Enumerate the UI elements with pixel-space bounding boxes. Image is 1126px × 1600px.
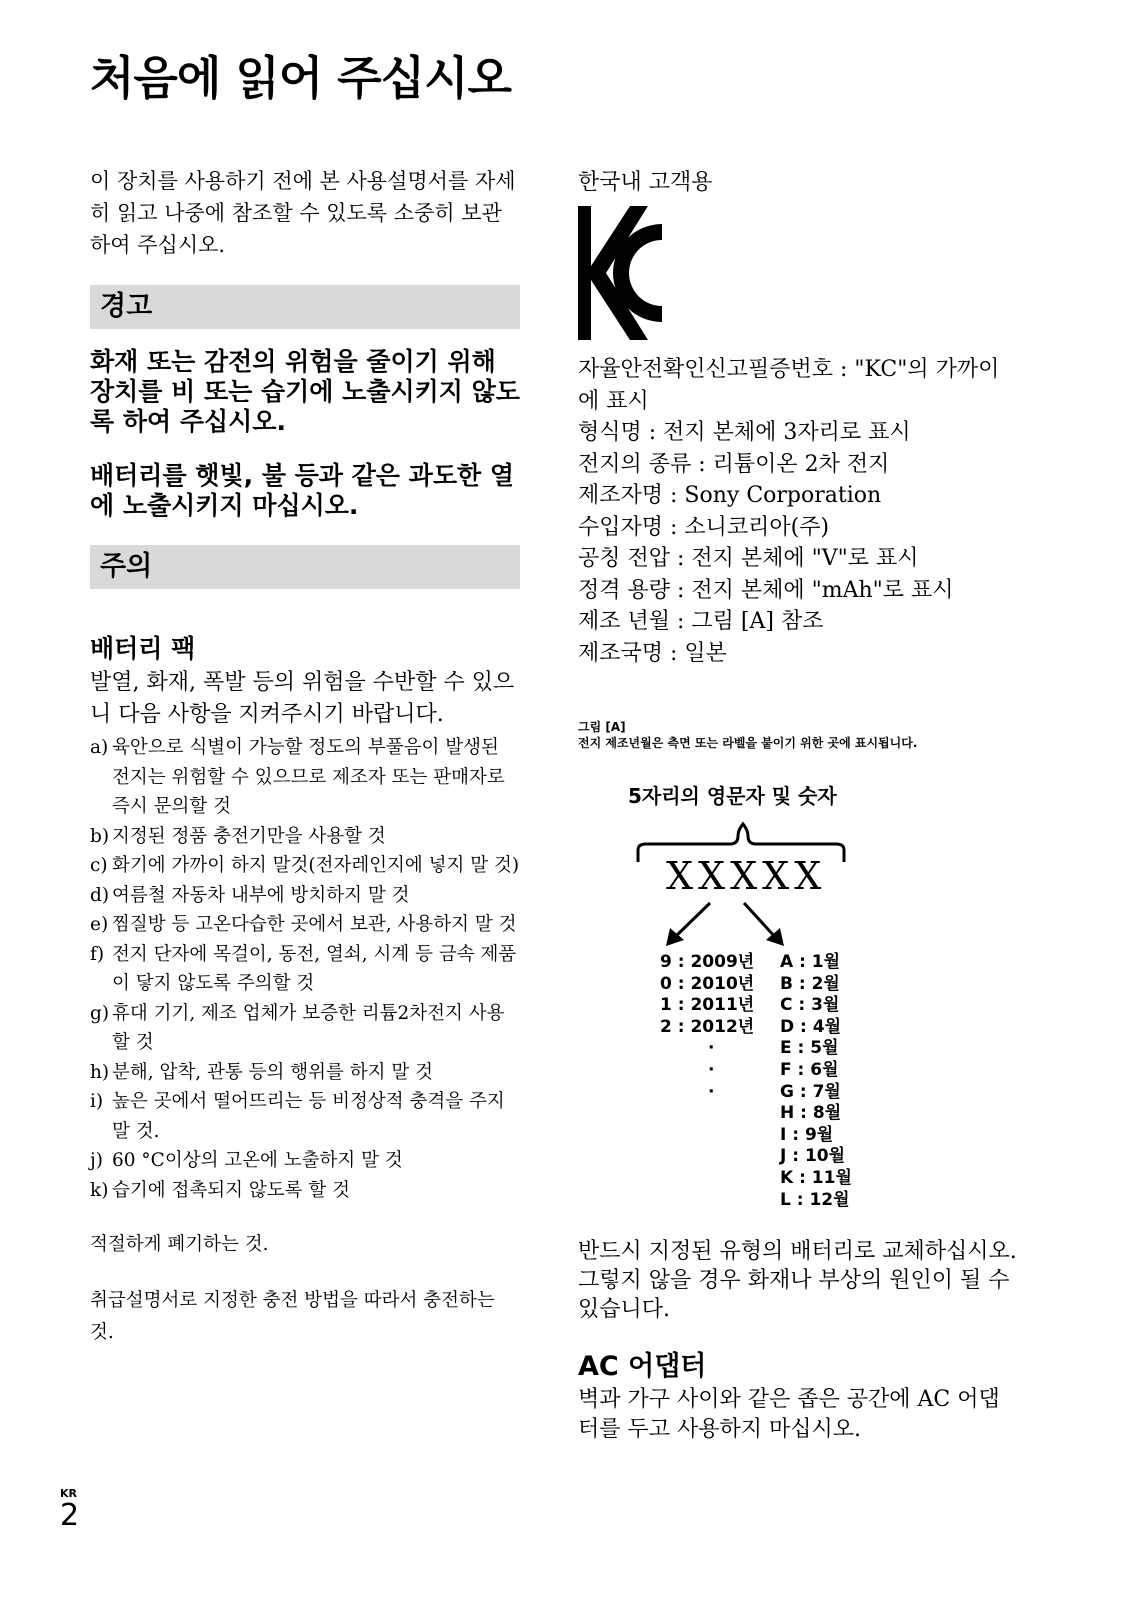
spec-line: 제조자명 : Sony Corporation [578, 483, 882, 508]
date-code-diagram [578, 780, 1018, 1230]
year-code: · [708, 1059, 715, 1080]
page-number: 2 [60, 1498, 80, 1533]
list-item [90, 910, 520, 940]
list-item [90, 1087, 520, 1146]
kc-mark-icon [578, 206, 666, 340]
page-title: 처음에 읽어 주십시오 [90, 51, 511, 105]
code-placeholder: XXXXX [666, 854, 827, 898]
list-item [90, 940, 520, 999]
intro-paragraph: 이 장치를 사용하기 전에 본 사용설명서를 자세히 읽고 나중에 참조할 수 있도록 소중히 보관하여 주십시오. [90, 169, 516, 257]
right-column [578, 165, 1018, 751]
year-code: 0 : 2010년 [660, 973, 755, 994]
list-item [90, 733, 520, 822]
list-item-label: g) [90, 1002, 110, 1024]
list-item-label: k) [90, 1179, 109, 1201]
dispose-paragraph: 적절하게 폐기하는 것. [90, 1234, 269, 1255]
bottom-right-section [578, 1237, 1018, 1445]
caution-list [90, 733, 520, 1205]
ac-adapter-heading: AC 어댑터 [578, 1351, 707, 1382]
month-code: C : 3월 [780, 995, 840, 1016]
month-code: F : 6월 [780, 1059, 839, 1080]
battery-intro: 발열, 화재, 폭발 등의 위험을 수반할 수 있으니 다음 사항을 지켜주시기 바랍니다. [90, 670, 515, 727]
list-item-text: 60 °C이상의 고온에 노출하지 말 것 [112, 1150, 403, 1171]
list-item [90, 1058, 520, 1088]
spec-line: 자율안전확인신고필증번호 : "KC"의 가까이에 표시 [578, 357, 1000, 414]
month-code: B : 2월 [780, 973, 840, 994]
list-item-text: 전지 단자에 목걸이, 동전, 열쇠, 시계 등 금속 제품이 닿지 않도록 주의할 것 [112, 943, 517, 994]
list-item-label: e) [90, 914, 109, 935]
list-item-label: c) [90, 855, 108, 876]
list-item-text: 휴대 기기, 제조 업체가 보증한 리튬2차전지 사용할 것 [112, 1002, 505, 1053]
year-code: · [708, 1081, 715, 1102]
korea-customer-label: 한국내 고객용 [578, 170, 713, 195]
month-code: K : 11월 [780, 1167, 852, 1188]
spec-line: 형식명 : 전지 본체에 3자리로 표시 [578, 420, 911, 445]
battery-pack-heading: 배터리 팩 [90, 634, 196, 663]
month-code: L : 12월 [780, 1189, 850, 1210]
warning-paragraph-2: 배터리를 햇빛, 불 등과 같은 과도한 열에 노출시키지 마십시오. [90, 461, 514, 520]
list-item-text: 여름철 자동차 내부에 방치하지 말 것 [112, 884, 410, 906]
list-item-label: b) [90, 825, 110, 847]
list-item-text: 높은 곳에서 떨어뜨리는 등 비정상적 충격을 주지 말 것. [112, 1091, 505, 1142]
month-code: J : 10월 [780, 1146, 846, 1167]
month-code: A : 1월 [780, 952, 841, 972]
list-item-label: a) [90, 737, 109, 758]
year-code: 2 : 2012년 [660, 1016, 755, 1037]
list-item [90, 822, 520, 852]
spec-line: 정격 용량 : 전지 본체에 "mAh"로 표시 [578, 577, 954, 603]
spec-list [578, 354, 1018, 669]
month-code: D : 4월 [780, 1016, 841, 1037]
year-code: 1 : 2011년 [660, 995, 755, 1016]
replace-warning: 반드시 지정된 유형의 배터리로 교체하십시오. 그렇지 않을 경우 화재나 부상의 원인이 될 수 있습니다. [578, 1239, 1017, 1322]
warning-paragraph-1: 화재 또는 감전의 위험을 줄이기 위해 장치를 비 또는 습기에 노출시키지 않도록 하여 주십시오. [90, 347, 520, 436]
year-code: · [708, 1038, 715, 1059]
list-item [90, 881, 520, 911]
figure-caption-title: 그림 [A] [578, 720, 626, 734]
month-code: I : 9월 [780, 1124, 834, 1145]
month-code: E : 5월 [780, 1038, 839, 1059]
figure-caption [578, 719, 1018, 751]
spec-line: 수입자명 : 소니코리아(주) [578, 514, 830, 540]
list-item-label: j) [90, 1150, 103, 1171]
page-footer [60, 1487, 79, 1532]
year-codes [660, 952, 754, 1103]
figure-caption-text: 전지 제조년월은 측면 또는 라벨을 붙이기 위한 곳에 표시됩니다. [578, 736, 918, 750]
ac-adapter-text: 벽과 가구 사이와 같은 좁은 공간에 AC 어댑터를 두고 사용하지 마십시오. [578, 1387, 1000, 1442]
month-codes [780, 952, 852, 1211]
month-code: H : 8월 [780, 1103, 842, 1124]
list-item-label: i) [90, 1091, 104, 1112]
list-item [90, 999, 520, 1058]
list-item-text: 분해, 압착, 관통 등의 행위를 하지 말 것 [112, 1061, 433, 1083]
list-item-text: 습기에 접촉되지 않도록 할 것 [112, 1179, 350, 1201]
list-item-text: 화기에 가까이 하지 말것(전자레인지에 넣지 말 것) [112, 855, 520, 876]
month-code: G : 7월 [780, 1081, 841, 1102]
language-code: KR [60, 1487, 77, 1500]
list-item-text: 찜질방 등 고온다습한 곳에서 보관, 사용하지 말 것 [112, 914, 517, 935]
diagram-heading: 5자리의 영문자 및 숫자 [628, 784, 837, 808]
list-item-text: 지정된 정품 충전기만을 사용할 것 [112, 825, 386, 847]
list-item-label: d) [90, 884, 110, 906]
list-item [90, 851, 520, 881]
list-item-text: 육안으로 식별이 가능할 정도의 부풀음이 발생된 전지는 위험할 수 있으므로 제조자 또는 판매자로 즉시 문의할 것 [112, 737, 505, 817]
left-column [90, 165, 520, 1349]
list-item-label: f) [90, 943, 105, 965]
list-item [90, 1146, 520, 1176]
warning-heading: 경고 [90, 285, 520, 329]
year-code: 9 : 2009년 [660, 952, 755, 972]
list-item [90, 1176, 520, 1206]
list-item-label: h) [90, 1061, 110, 1083]
spec-line: 제조국명 : 일본 [578, 640, 727, 666]
spec-line: 공칭 전압 : 전지 본체에 "V"로 표시 [578, 546, 919, 571]
spec-line: 전지의 종류 : 리튬이온 2차 전지 [578, 451, 890, 477]
spec-line: 제조 년월 : 그림 [A] 참조 [578, 609, 824, 634]
charge-paragraph: 취급설명서로 지정한 충전 방법을 따라서 충전하는 것. [90, 1290, 495, 1343]
caution-heading: 주의 [90, 545, 520, 589]
